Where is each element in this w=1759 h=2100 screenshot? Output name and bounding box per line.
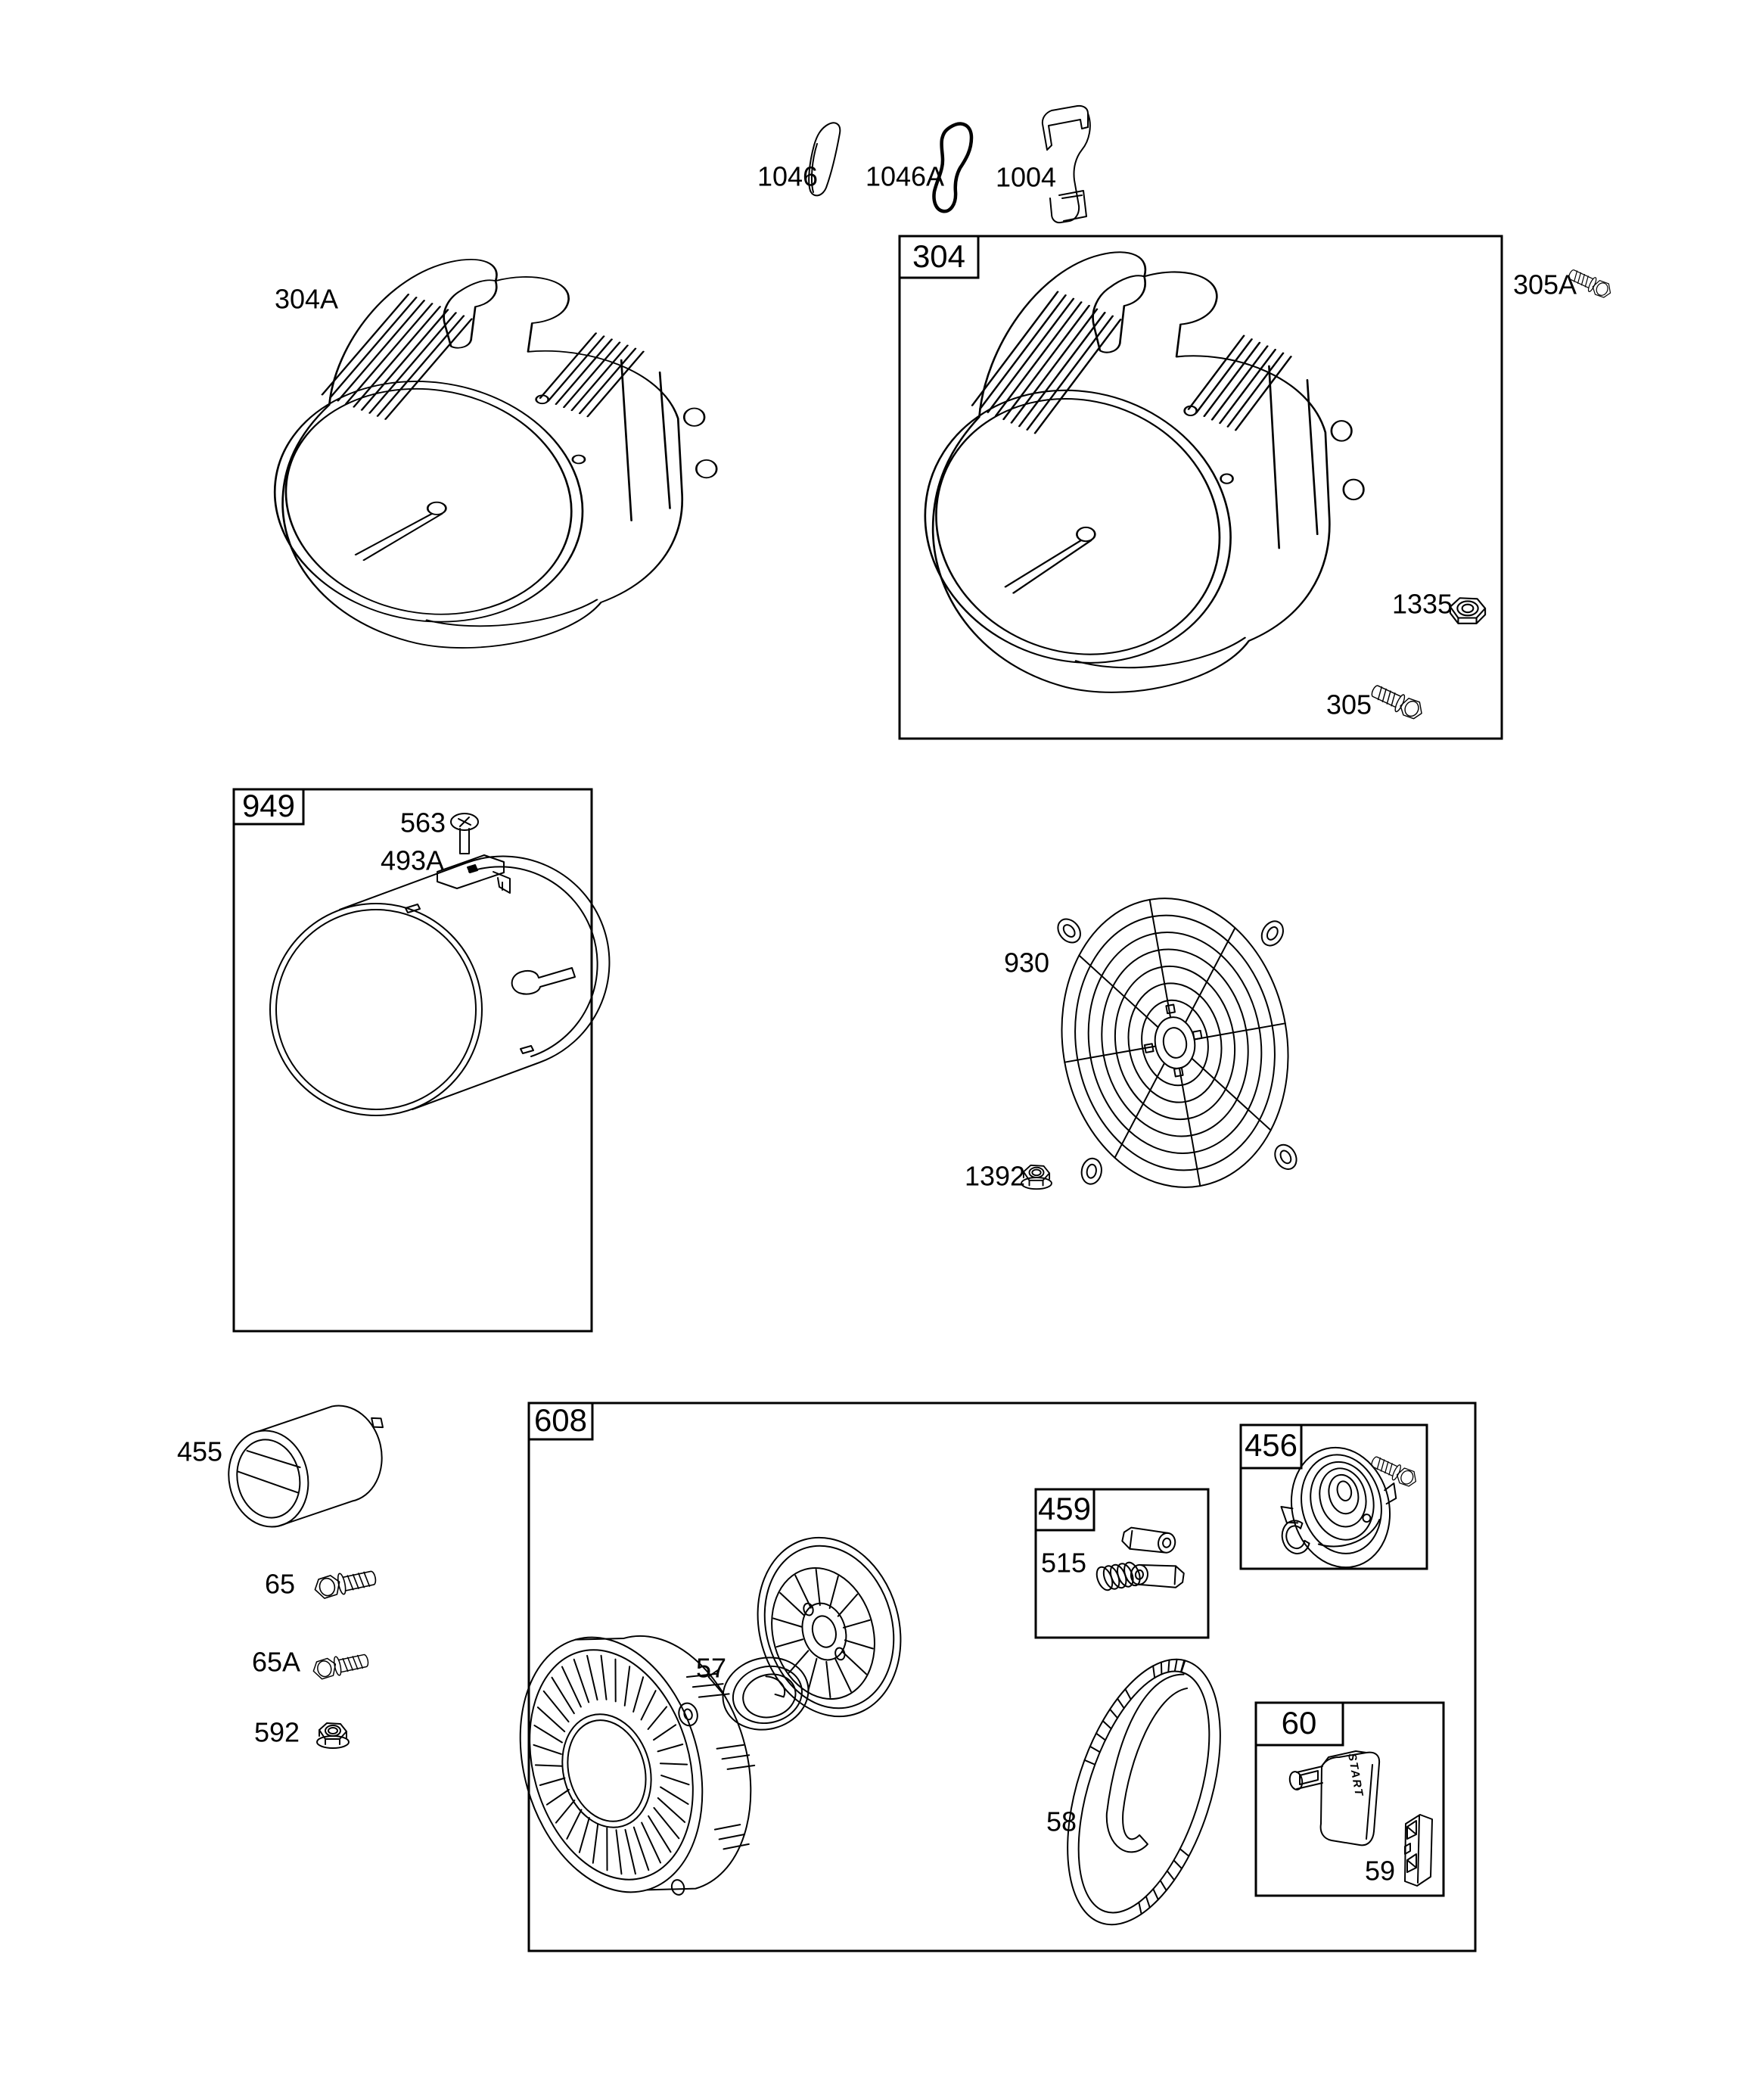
part-label-304a: 304A — [274, 283, 339, 315]
part-label-1392: 1392 — [964, 1160, 1026, 1192]
screw-563-drawing — [451, 814, 478, 854]
part-label-58: 58 — [1046, 1806, 1077, 1837]
group-label-949: 949 — [241, 788, 296, 824]
part-label-305: 305 — [1325, 689, 1372, 720]
group-label-456: 456 — [1244, 1427, 1298, 1464]
part-label-65a: 65A — [251, 1646, 301, 1678]
cup-455-drawing — [218, 1397, 398, 1534]
starter-rope-58-drawing — [1038, 1641, 1250, 1944]
group-label-60: 60 — [1281, 1705, 1317, 1741]
pawl-upper-drawing — [1121, 1524, 1177, 1558]
fan-guard-930-drawing — [1033, 877, 1329, 1209]
part-label-1046: 1046 — [757, 160, 819, 192]
rope-guide-insert-59-drawing — [1405, 1815, 1432, 1886]
bolt-65a-drawing — [312, 1650, 370, 1681]
part-label-455: 455 — [176, 1436, 223, 1467]
group-box-608 — [529, 1403, 1475, 1951]
group-box-304 — [900, 236, 1502, 739]
cover-drum-949-drawing — [270, 857, 609, 1115]
part-label-493a: 493A — [380, 845, 445, 876]
pawl-lower-drawing — [1130, 1560, 1185, 1590]
part-label-592: 592 — [253, 1716, 300, 1748]
part-label-65: 65 — [264, 1568, 296, 1600]
starter-pulley-drawing — [737, 1520, 921, 1733]
nut-1335-drawing — [1450, 598, 1485, 624]
nut-1392-drawing — [1021, 1165, 1052, 1189]
bolt-305-drawing — [1369, 682, 1425, 721]
group-label-304: 304 — [912, 238, 966, 275]
part-label-59: 59 — [1364, 1855, 1396, 1887]
part-label-1335: 1335 — [1391, 588, 1453, 620]
start-handle-text: START — [1345, 1752, 1366, 1799]
part-label-1004: 1004 — [995, 161, 1057, 193]
blower-housing-304a-drawing — [238, 260, 716, 648]
part-label-57: 57 — [695, 1652, 727, 1684]
start-handle-drawing — [1288, 1751, 1379, 1845]
group-label-459: 459 — [1037, 1491, 1092, 1527]
blower-housing-304-drawing — [888, 252, 1364, 692]
bolt-65-drawing — [313, 1566, 378, 1600]
starter-housing-drawing — [492, 1602, 783, 1927]
part-label-563: 563 — [399, 807, 446, 838]
part-label-1046a: 1046A — [865, 160, 945, 192]
part-label-305a: 305A — [1512, 269, 1577, 300]
nut-592-drawing — [317, 1723, 349, 1748]
group-label-608: 608 — [533, 1402, 588, 1439]
part-label-930: 930 — [1003, 947, 1050, 978]
part-label-515: 515 — [1040, 1547, 1087, 1579]
